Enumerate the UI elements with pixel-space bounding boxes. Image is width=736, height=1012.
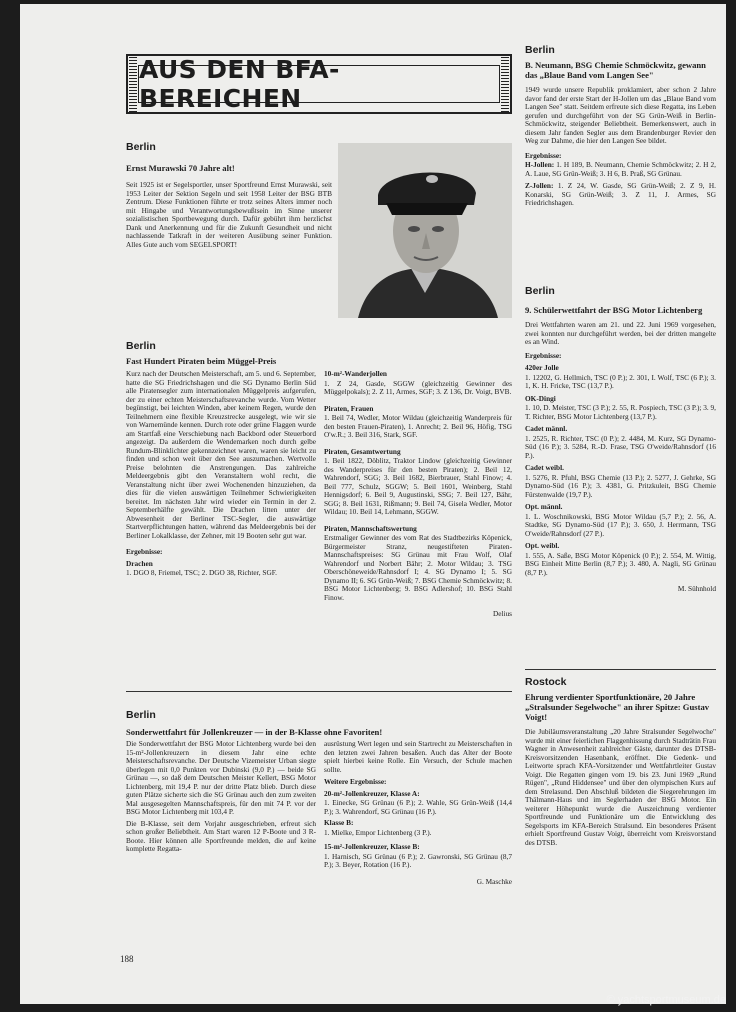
article-headline: B. Neumann, BSG Chemie Schmöckwitz, gewann das „Blaue Band vom Langen See": [525, 60, 706, 80]
article-headline: Sonderwettfahrt für Jollenkreuzer — in der B-Klasse ohne Favoriten!: [126, 727, 383, 737]
banner-title: AUS DEN BFA-BEREICHEN: [139, 55, 340, 113]
class-results: 1. DGO 8, Friemel, TSC; 2. DGO 38, Richter, SGF.: [126, 568, 278, 577]
article-body: Kurz nach der Deutschen Meisterschaft, am 5. und 6. September, hatte die SG Friedrichshagen und die SG Dynamo Berlin Süd alle Piratensegler zum internationalen Müggelpreis aufgerufen, der zu einer echten Meisterschaftsrevanche wurde. Vom Wetter begünstigt, bei leichten Winden, aber keinem Regen, wurde den Teilnehmern eine flexible Kreuzstrecke ausgelegt, wie wir sie von Warnemünde kennen. Durch rote oder grüne Flaggen wurde am Startfaß eine Verschiebung nach Backbord oder Steuerbord angezeigt. Da außerdem die Wendemarken noch durch gelbe Rundum-Blinklichter gekennzeichnet waren, waren sie leicht zu finden und schon weit über den See auszumachen. Wertvolle Preise belohnten die Anstrengungen. Das zahlreiche Meldeergebnis gibt den Veranstaltern wohl recht, die Veranstaltung nicht über zwei Wochenenden hinzuziehen, da dies für die vielen auswärtigen Teilnehmer Schwierigkeiten bereitet. Im nächsten Jahr wird wieder ein Termin in der 2. Septemberhälfte gewählt. Die Drachen litten unter der Abwesenheit der Berliner TSC-Segler, die auswärtige Startverpflichtungen hatten, während das Meldeergebnis bei der Berliner Lokalklasse, der Zehner, mit 19 Booten sehr gut war.: [126, 369, 316, 540]
article-mueggel-col1: [126, 370, 316, 578]
banner-stripes-left: [129, 56, 137, 112]
magazine-page: [20, 4, 726, 1004]
article-headline: Ehrung verdienter Sportfunktionäre, 20 Jahre „Stralsunder Segelwoche" an ihrer Spitze: Gustav Voigt!: [525, 692, 710, 722]
author-signature: Delius: [492, 609, 512, 619]
article-murawski: [126, 141, 332, 249]
watermark: © yachtsportmuseum.de: [606, 994, 726, 1006]
region-heading: Berlin: [525, 285, 555, 297]
class-results: 1. Beil 74, Wedler, Motor Wildau (gleichzeitig Wanderpreis für den besten Frauen-Piraten), 1. Anrecht; 2. Beil 96, Höfig, TSG O'w.R.; 3. Beil 316, Stark, SGF.: [324, 413, 512, 439]
results-label: Weitere Ergebnisse:: [324, 777, 387, 786]
article-blaues-band: [525, 44, 716, 208]
class-results: [525, 161, 716, 178]
author-signature: G. Maschke: [476, 876, 512, 886]
divider-line: [126, 691, 512, 692]
class-label: 20-m²-Jollenkreuzer, Klasse A:: [324, 788, 420, 798]
class-results: [525, 182, 716, 208]
article-body: 1949 wurde unsere Republik proklamiert, aber schon 2 Jahre davor fand der erste Start der H-Jollen um das „Blaue Band vom Langen See" statt. Seitdem erfreute sich diese Regatta, ins Leben gerufen und durchgeführt von der SG Grün-Weiß in Berlin-Schmöckwitz, steigender Beliebtheit. Bemerkenswert, auch in diesem Jahr fanden Segler aus dem Brandenburger Revier den Weg zur Dahme, die hier den Langen See bildet.: [525, 85, 716, 145]
class-text: 1. H 189, B. Neumann, Chemie Schmöckwitz; 2. H 2, A. Laue, SG Grün-Weiß; 3. H 6, B. Praß, SG Grünau.: [525, 160, 716, 178]
banner-frame: [138, 55, 500, 113]
class-label: Opt. weibl.: [525, 541, 560, 550]
author-signature: M. Sühnhold: [677, 584, 716, 594]
class-text: 1. Z 24, W. Gasde, SG Grün-Weiß; 2. Z 9, H. Konarski, SG Grün-Weiß; 3. Z 11, J. Armes, SG Friedrichshagen.: [525, 181, 716, 207]
class-results: 1. Mielke, Empor Lichtenberg (3 P.).: [324, 827, 432, 837]
class-results: Erstmaliger Gewinner des vom Rat des Stadtbezirks Köpenick, Bürgermeister Stranz, neugestifteten Piraten-Mannschaftspreises: SG Grünau mit Frau Wolf, Olaf Wahrendorf und Norbert Bähr; 2. Motor Wildau; 3. TSG Oberschöneweide/Rahnsdorf I; 4. SG Dynamo I; 5. SG Dynamo II; 6. SG Grün-Weiß; 7. BSG Chemie Schmöckwitz; 8. BSG Motor Lichtenberg; 9. BSG Adlershof; 10. BSG Stahl Finow.: [324, 533, 512, 602]
class-results: 1. 5276, R. Pfuhl, BSG Chemie (13 P.); 2. 5277, J. Gehrke, SG Dynamo-Süd (16 P.); 3. 4381, G. Pritzkuleit, BSG Chemie Fürstenwalde (19,7 P.).: [525, 472, 716, 499]
article-mueggel-preis: [126, 340, 512, 366]
portrait-image: [338, 143, 512, 318]
class-label: Cadet weibl.: [525, 463, 564, 472]
class-results: 1. 10, D. Meister, TSC (3 P.); 2. 55, R. Pospiech, TSC (3 P.); 3. 9, T. Richter, BSG Motor Lichtenberg (13,7 P.).: [525, 403, 716, 421]
class-label: Piraten, Mannschaftswertung: [324, 523, 417, 533]
class-results: 1. 12202, G. Hellmich, TSC (0 P.); 2. 301, I. Wolf, TSC (6 P.); 3. 1, K. H. Fricke, TSC (13,7 P.).: [525, 372, 716, 390]
article-headline: Fast Hundert Piraten beim Müggel-Preis: [126, 356, 277, 366]
region-heading: Berlin: [126, 141, 156, 153]
class-label: H-Jollen:: [525, 160, 555, 169]
body-paragraph: Die Sonderwettfahrt der BSG Motor Lichtenberg wurde bei den 15-m²-Jollenkreuzern in diesem Jahr eine echte Meisterschaftsrevanche. Der Deutsche Vizemeister Urban siegte überlegen mit 0,0 Punkten vor Dubinski (9,0 P.) — beide SG Grünau —, so daß dem Deutschen Meister Kellert, BSG Motor Lichtenberg, mit 19,4 P. nur der dritte Platz blieb. Durch diese guten Plätze sicherte sich die SG Grünau auch den zum zweiten Mal ausgesegelten Mannschaftspreis, für den mit 74 P. vor der BSG Motor Lichtenberg mit 103,4 P.: [126, 739, 316, 816]
page-number: 188: [120, 954, 134, 964]
article-schuelerwettfahrt: [525, 285, 716, 601]
class-results: 1. Harnisch, SG Grünau (6 P.); 2. Gawronski, SG Grünau (8,7 P.); 3. Beyer, Rotation (16 P.).: [324, 851, 512, 869]
article-body: Die Jubiläumsveranstaltung „20 Jahre Stralsunder Segelwoche" wurde mit einer feierlichen Flaggenhissung durch Stadträtin Frau Wagner in Anwesenheit zahlreicher Gäste, darunter des DTSB-Kreisvorsitzenden Hasenbank, eröffnet. Die Gedenk- und Leitworte sprach KFA-Vorsitzender und Wettfahrtleiter Gustav Voigt. Die Regatten gingen vom 19. bis 23. Juni 1969 „Rund Rügen", „Rund Hiddensee" und über den olympischen Kurs auf dem Strelasund. Den Abschluß bildeten die Siegerehrungen im Thälmann-Haus und im Seglerhaden der BSG Motor. Ein weiterer Höhepunkt wurde die Auszeichnung verdienter Sportfreunde und Funktionäre um die Entwicklung des Segelsports im KFA-Bereich Stralsund. Ein besonderes Präsent erhielt Sportfreund Gustav Voigt, überreicht vom Kreisvorstand des DTSB.: [525, 727, 716, 847]
results-label: Ergebnisse:: [525, 150, 562, 160]
article-jollenkreuzer-col2: [324, 740, 512, 893]
class-label: Z-Jollen:: [525, 181, 554, 190]
region-heading: Berlin: [525, 44, 555, 56]
article-jollenkreuzer: [126, 709, 512, 737]
section-banner: [126, 54, 512, 114]
article-body: ausrüstung Wert legen und sein Startrecht zu Meisterschaften in den letzten zwei Jahren besaßen. Auch das Alter der Boote spielt hierbei keine Rolle. Ein Versuch, der Schule machen sollte.: [324, 739, 512, 774]
class-label: 15-m²-Jollenkreuzer, Klasse B:: [324, 842, 420, 851]
class-results: 1. Einecke, SG Grünau (6 P.); 2. Wahle, SG Grün-Weiß (14,4 P.); 3. Wahrendorf, SG Grünau (16 P.).: [324, 798, 512, 816]
results-label: Ergebnisse:: [525, 350, 562, 360]
class-label: 420er Jolle: [525, 363, 559, 372]
article-body: Drei Wettfahrten waren am 21. und 22. Juni 1969 vorgesehen, zwei konnten nur durchgeführt werden, bei der dritten mangelte es an Wind.: [525, 320, 716, 346]
class-results: 1. L. Woschnikowski, BSG Motor Wildau (5,7 P.); 2. 56, A. Stadtke, SG Dynamo-Süd (17 P.); 3. 650, J. Herrmann, TSG O'weide/Rahnsdorf (27 P.).: [525, 511, 716, 538]
class-label: Cadet männl.: [525, 424, 568, 433]
region-heading: Berlin: [126, 709, 156, 721]
class-label: Opt. männl.: [525, 502, 563, 511]
article-body: Seit 1925 ist er Segelsportler, unser Sportfreund Ernst Murawski, seit 1953 Leiter der Sektion Segeln und seit 1958 Leiter der BSG BTB Zentrum. Diese Funktionen führte er trotz seines Alters immer noch mit Hingabe und Verantwortungsbewußtsein im Sinne unserer sozialistischen Sportbewegung durch. Dafür gebührt ihm herzlichst Dank und Anerkennung und für die Zukunft Gesundheit und nicht nachlassende Tatkraft in der weiteren Ausübung seiner Funktion. Alles Gute auch vom SEGELSPORT!: [126, 180, 332, 249]
body-paragraph: Die B-Klasse, seit dem Vorjahr ausgeschrieben, erfreut sich schon großer Beliebtheit. Am Start waren 12 P-Boote und 3 R-Boote. Hier können alle Sportfreunde melden, die auf keine komplette Regatta-: [126, 818, 316, 853]
article-mueggel-col2: [324, 370, 512, 626]
class-label: Piraten, Gesamtwertung: [324, 446, 401, 456]
article-headline: 9. Schülerwettfahrt der BSG Motor Lichtenberg: [525, 305, 703, 315]
article-jollenkreuzer-col1: [126, 740, 316, 857]
article-body: [126, 740, 316, 854]
class-results: 1. Beil 1822, Döblitz, Traktor Lindow (gleichzeitig Gewinner des Wanderpreises für den besten Piraten); 2. Beil 12, Wahrendorf, SGG; 3. Beil 1682, Bierbrauer, Stahl Finow; 4. Beil 777, Schulz, SGGW; 5. Beil 1601, Weinberg, Stahl Hennigsdorf; 6. Beil 9, Augustinski, SSG; 7. Beil 127, Bähr, SGG; 8. Beil 1631, Rißmann; 9. Beil 74, Gisela Wedler, Motor Wildau; 10. Beil 14, Lehmann, SGGW.: [324, 456, 512, 516]
class-label: OK-Dingi: [525, 393, 556, 403]
banner-stripes-right: [501, 56, 509, 112]
region-heading: Berlin: [126, 340, 156, 352]
class-label: 10-m²-Wanderjollen: [324, 369, 387, 378]
results-label: Ergebnisse:: [126, 547, 163, 556]
class-label: Drachen: [126, 558, 153, 568]
region-heading: Rostock: [525, 676, 567, 688]
article-headline: Ernst Murawski 70 Jahre alt!: [126, 163, 235, 173]
article-stralsund: [525, 676, 716, 847]
divider-line: [525, 669, 716, 670]
class-results: 1. 2525, R. Richter, TSC (0 P.); 2. 4484, M. Kurz, SG Dynamo-Süd (16 P.); 3. 5284, R.-D. Frase, TSG O'weide/Rahnsdorf (16 P.).: [525, 433, 716, 460]
class-results: 1. Z 24, Gasde, SGGW (gleichzeitig Gewinner des Müggelpokals); 2. Z 11, Armes, SGF; 3. Z 136, Dr. Voigt, BVB.: [324, 378, 512, 396]
class-label: Piraten, Frauen: [324, 403, 374, 413]
class-label: Klasse B:: [324, 818, 354, 827]
class-results: 1. 555, A. Saße, BSG Motor Köpenick (0 P.); 2. 554, M. Wittig, BSG Einheit Mitte Berlin (8,7 P.); 3. 480, A. Nagli, SG Grünau (8,7 P.).: [525, 550, 716, 577]
portrait-photo: [338, 143, 512, 318]
